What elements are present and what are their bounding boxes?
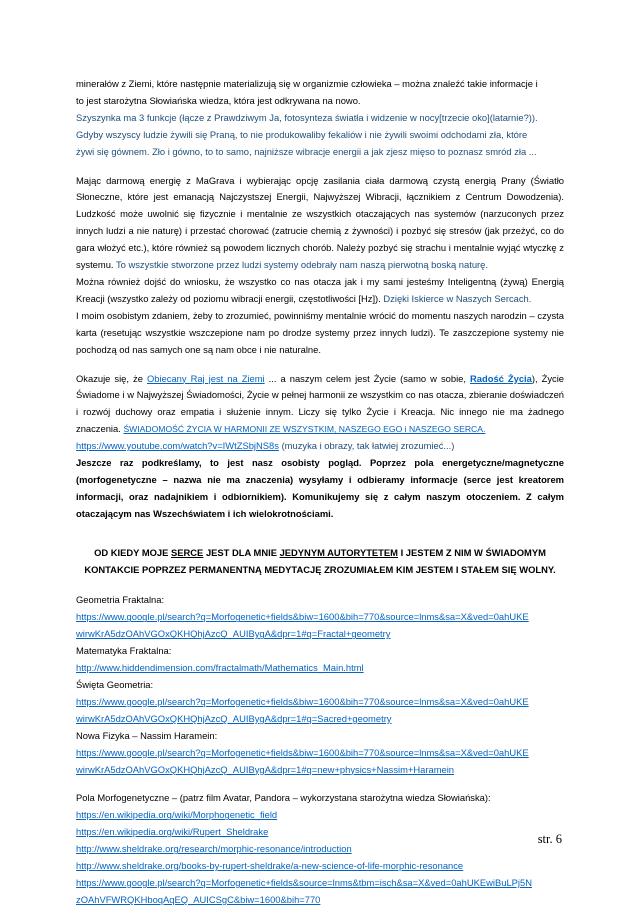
heading-text: OD KIEDY MOJE [94, 546, 169, 558]
paragraph-text: ... a naszym celem jest Życie (samo w sobie, [268, 372, 466, 384]
heading-text: I JESTEM Z NIM W ŚWIADOMYM [400, 546, 546, 558]
blue-text: (muzyka i obrazy, tak łatwiej zrozumieć...) [281, 440, 455, 452]
paragraph-text: Okazuje się, że [76, 372, 143, 384]
paragraph-text: I moim osobistym zdaniem, żeby to zrozumieć, powinniśmy mentalnie wrócić do momentu naszych narodzin – czysta karta (resetując wszystkie wszczepione nam po drodze systemy przez innych ludzi). Te zaszczepione systemy nie pochodzą od nas samych one są nam obce i nie naturalne. [76, 309, 564, 355]
link-swiadomosc-zycia[interactable]: ŚWIADOMOŚĆ ŻYCIA W HARMONII ZE WSZYSTKIM, NASZEGO EGO i NASZEGO SERCA. [123, 424, 486, 435]
blue-text: Dzięki Iskierce w Naszych Sercach. [383, 292, 532, 304]
paragraph-text: Można również dojść do wniosku, że wszystko co nas otacza jak i my sami jesteśmy Inteligentną (żywą) Energią Kreacji (wszystko zależy od poziomu wibracji energii, częstotliwości [Hz]). [76, 275, 564, 304]
ref-label: Nowa Fizyka – Nassim Haramein: [76, 729, 218, 741]
document-body [76, 76, 564, 921]
paragraph-paradise [76, 371, 564, 523]
ref-label: Geometria Fraktalna: [76, 594, 165, 606]
blue-text-line: Gdyby wszyscy ludzie żywili się Praną, to nie produkowaliby fekaliów i nie żywili swoimi odchodami zła, które [76, 128, 528, 140]
text-line: to jest starożytna Słowiańska wiedza, która jest odkrywana na nowo. [76, 94, 361, 106]
ref-link[interactable]: zOAhVFWRQKHboqAqEQ_AUICSgC&biw=1600&bih=770 [76, 893, 321, 905]
link-radosc-zycia[interactable]: Radość Życia [470, 372, 532, 384]
blue-text-line: żywi się gównem. Zło i gówno, to to samo, najniższe wibracje energii a jak zjesz mięso to poznasz smród zła ... [76, 145, 537, 157]
heading-underlined: SERCE [171, 546, 204, 558]
bold-statement: Jeszcze raz podkreślamy, to jest nasz osobisty pogląd. Poprzez pola energetyczne/magnetyczne (morfogenetyczne – nazwa nie ma znaczenia) wysyłamy i odbieramy informacje (serce jest kreatorem informacji, oraz nadajnikiem i odbiornikiem). Komunikujemy się z całym naszym otoczeniem. Z całym otaczającym nas Wszechświatem i ich wielokrotnościami. [76, 457, 564, 519]
text-line: minerałów z Ziemi, które następnie materializują się w organizmie człowieka – można znaleźć takie informacje i [76, 78, 538, 89]
paragraph-text: Mając darmową energię z MaGrava i wybierając opcję zasilania ciała darmową czystą energią Prany (Światło Słoneczne, które jest emanacją Najczystszej Energii, Najwyższej Wibracji, łącznikiem z Centrum Dowodzenia). Ludzkość może uwolnić się fizycznie i mentalnie ze wszystkich otaczających nas systemów (narzuconych przez innych ludzi a nie naturę) i przestać chorować (zatrucie chemią z żywności) i pozbyć się stresów (jak przeżyć, co do gara włożyć etc.), które również są powodem licznych chorób. Należy pozbyć się strachu i mentalnie wyjąć wtyczkę z systemu. [76, 174, 564, 271]
paragraph-minerals [76, 76, 564, 161]
ref-link[interactable]: https://en.wikipedia.org/wiki/Rupert_Sheldrake [76, 826, 269, 838]
heading-text: KONTAKCIE POPRZEZ PERMANENTNĄ MEDYTACJĘ ZROZUMIAŁEM KIM JESTEM I STAŁEM SIĘ WOLNY. [84, 563, 556, 575]
ref-link[interactable]: https://www.google.pl/search?q=Morfogenetic+fields&biw=1600&bih=770&source=lnms&sa=X&ved=0ahUKE [76, 746, 529, 758]
blue-text: To wszystkie stworzone przez ludzi systemy odebrały nam naszą pierwotną boską naturę. [115, 259, 488, 271]
ref-link[interactable]: http://www.hiddendimension.com/fractalmath/Mathematics_Main.html [76, 662, 364, 674]
paragraph-magrava [76, 173, 564, 359]
page-number: str. 6 [537, 832, 562, 846]
heading-text: JEST DLA MNIE [205, 546, 277, 558]
ref-link[interactable]: wirwKrA5dzOAhVGOxQKHQhjAzcQ_AUIBygA&dpr=1#q=Fractal+geometry [76, 628, 391, 640]
references [76, 592, 564, 778]
ref-link[interactable]: http://www.sheldrake.org/research/morphic-resonance/introduction [76, 843, 352, 855]
ref-link[interactable]: http://www.sheldrake.org/books-by-rupert-sheldrake/a-new-science-of-life-morphic-resonance [76, 860, 464, 872]
ref-label: Pola Morfogenetyczne – (patrz film Avatar, Pandora – wykorzystana starożytna wiedza Słowiańska): [76, 792, 491, 804]
heading-underlined: JEDYNYM AUTORYTETEM [279, 546, 398, 558]
ref-link[interactable]: https://www.google.pl/search?q=Morfogenetic+fields&biw=1600&bih=770&source=lnms&sa=X&ved=0ahUKE [76, 695, 529, 707]
link-obiecany-raj[interactable]: Obiecany Raj jest na Ziemi [146, 372, 265, 384]
ref-link[interactable]: https://en.wikipedia.org/wiki/Morphogenetic_field [76, 809, 278, 821]
link-youtube[interactable]: https://www.youtube.com/watch?v=IWtZSbjNS8s [76, 440, 279, 452]
ref-link[interactable]: wirwKrA5dzOAhVGOxQKHQhjAzcQ_AUIBygA&dpr=1#q=new+physics+Nassim+Haramein [76, 763, 455, 775]
ref-label: Święta Geometria: [76, 679, 154, 690]
paragraph-text: ), Życie Świadome i w Najwyższej Świadomości, Życie w pełnej harmonii ze wszystkim co nas otacza, zbieranie doświadczeń i rozwój duchowy oraz empatia i służenie innym. Liczy się tylko Życie i Kreacja. Nic innego nie ma żadnego znaczenia. [76, 372, 565, 435]
ref-link[interactable]: wirwKrA5dzOAhVGOxQKHQhjAzcQ_AUIBygA&dpr=1#q=Sacred+geometry [76, 712, 392, 724]
morphogenetic-refs [76, 790, 564, 908]
ref-link[interactable]: https://www.google.pl/search?q=Morfogenetic+fields&source=lnms&tbm=isch&sa=X&ved=0ahUKEwiBuLPj5N [76, 876, 532, 888]
blue-text-line: Szyszynka ma 3 funkcje (łącze z Prawdziwym Ja, fotosynteza światła i widzenie w nocy[trzecie oko](latarnie?)). [76, 111, 538, 123]
ref-link[interactable]: https://www.google.pl/search?q=Morfogenetic+fields&biw=1600&bih=770&source=lnms&sa=X&ved=0ahUKE [76, 611, 529, 623]
heart-heading [76, 545, 564, 579]
ref-label: Matematyka Fraktalna: [76, 645, 172, 657]
